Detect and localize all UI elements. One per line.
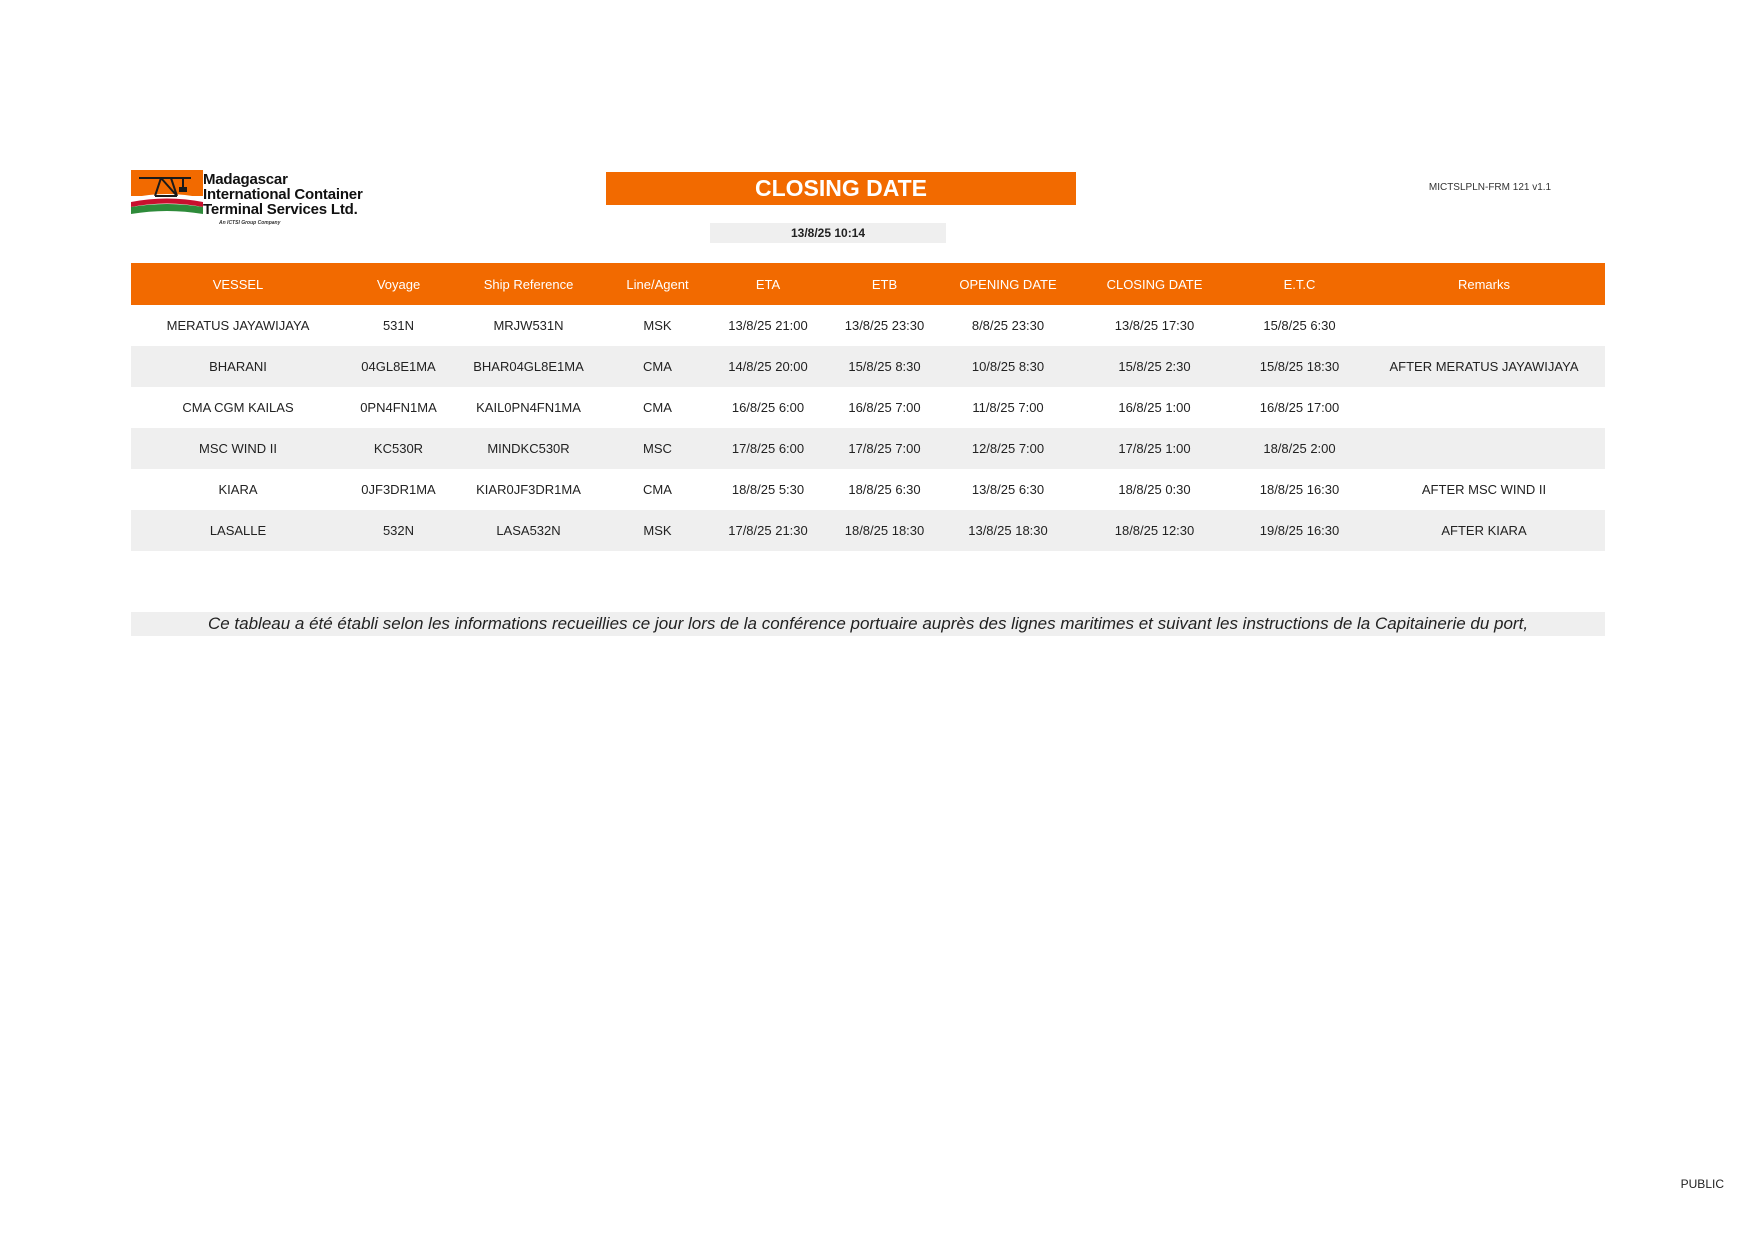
opening-date-cell: 12/8/25 7:00 — [943, 428, 1073, 469]
opening-date-cell: 11/8/25 7:00 — [972, 400, 1044, 415]
report-date: 13/8/25 10:14 — [710, 223, 946, 243]
voyage-cell: 0PN4FN1MA — [360, 400, 437, 415]
closing-date-table — [131, 263, 1605, 551]
column-header-voyage: Voyage — [345, 263, 452, 305]
document-reference: MICTSLPLN-FRM 121 v1.1 — [1428, 182, 1552, 193]
table-row — [131, 305, 1605, 346]
ship-reference-cell: MRJW531N — [493, 318, 564, 333]
remarks-cell: AFTER KIARA — [1363, 510, 1605, 551]
crane-logo-icon — [131, 170, 203, 218]
classification-label: PUBLIC — [1680, 1177, 1724, 1191]
vessel-cell: BHARANI — [131, 346, 345, 387]
etb-cell: 18/8/25 18:30 — [826, 510, 943, 551]
page-title: CLOSING DATE — [606, 172, 1076, 205]
column-header-eta: ETA — [710, 263, 826, 305]
footnote: Ce tableau a été établi selon les informations recueillies ce jour lors de la conférence portuaire auprès des lignes maritimes et suivant les instructions de la Capitainerie du port, — [131, 612, 1605, 636]
column-header-line-agent: Line/Agent — [605, 263, 710, 305]
ship-reference-cell: LASA532N — [452, 510, 605, 551]
etc-cell: 19/8/25 16:30 — [1236, 510, 1363, 551]
column-header-opening-date: OPENING DATE — [943, 263, 1073, 305]
column-header-vessel: VESSEL — [131, 263, 345, 305]
vessel-cell: CMA CGM KAILAS — [182, 400, 294, 415]
eta-cell: 16/8/25 6:00 — [731, 400, 805, 415]
remarks-cell — [1363, 387, 1605, 428]
closing-date-cell: 18/8/25 12:30 — [1073, 510, 1236, 551]
table-row — [131, 387, 1605, 428]
eta-cell: 17/8/25 6:00 — [710, 428, 826, 469]
etc-cell: 15/8/25 6:30 — [1263, 318, 1336, 333]
ship-reference-cell: KIAR0JF3DR1MA — [476, 482, 581, 497]
table-header-row — [131, 263, 1605, 305]
logo-line-3: Terminal Services Ltd. — [203, 201, 358, 218]
column-header-etb: ETB — [826, 263, 943, 305]
closing-date-cell: 16/8/25 1:00 — [1118, 400, 1191, 415]
eta-cell: 14/8/25 20:00 — [710, 346, 826, 387]
ship-reference-cell: MINDKC530R — [452, 428, 605, 469]
remarks-cell — [1363, 428, 1605, 469]
closing-date-cell: 18/8/25 0:30 — [1118, 482, 1191, 497]
logo-line-2: International Container — [203, 186, 363, 203]
opening-date-cell: 8/8/25 23:30 — [971, 318, 1045, 333]
table-row — [131, 510, 1605, 551]
table-row — [131, 346, 1605, 387]
etc-cell: 18/8/25 2:00 — [1236, 428, 1363, 469]
remarks-cell: AFTER MERATUS JAYAWIJAYA — [1363, 346, 1605, 387]
etc-cell: 15/8/25 18:30 — [1236, 346, 1363, 387]
ship-reference-cell: KAIL0PN4FN1MA — [476, 400, 581, 415]
vessel-cell: MSC WIND II — [131, 428, 345, 469]
voyage-cell: 04GL8E1MA — [345, 346, 452, 387]
line-agent-cell: CMA — [643, 482, 672, 497]
vessel-cell: LASALLE — [131, 510, 345, 551]
closing-date-cell: 17/8/25 1:00 — [1073, 428, 1236, 469]
etb-cell: 16/8/25 7:00 — [848, 400, 921, 415]
line-agent-cell: CMA — [605, 346, 710, 387]
line-agent-cell: MSC — [605, 428, 710, 469]
voyage-cell: 531N — [382, 318, 415, 333]
vessel-cell: MERATUS JAYAWIJAYA — [166, 318, 310, 333]
column-header-ship-reference: Ship Reference — [452, 263, 605, 305]
voyage-cell: KC530R — [345, 428, 452, 469]
etc-cell: 18/8/25 16:30 — [1259, 482, 1340, 497]
line-agent-cell: MSK — [605, 510, 710, 551]
eta-cell: 18/8/25 5:30 — [731, 482, 805, 497]
line-agent-cell: MSK — [643, 318, 672, 333]
ship-reference-cell: BHAR04GL8E1MA — [452, 346, 605, 387]
closing-date-cell: 13/8/25 17:30 — [1114, 318, 1195, 333]
voyage-cell: 0JF3DR1MA — [361, 482, 436, 497]
etb-cell: 13/8/25 23:30 — [844, 318, 925, 333]
line-agent-cell: CMA — [643, 400, 672, 415]
opening-date-cell: 13/8/25 18:30 — [943, 510, 1073, 551]
etb-cell: 15/8/25 8:30 — [826, 346, 943, 387]
vessel-cell: KIARA — [218, 482, 258, 497]
table-row — [131, 469, 1605, 510]
table-row — [131, 428, 1605, 469]
closing-date-cell: 15/8/25 2:30 — [1073, 346, 1236, 387]
voyage-cell: 532N — [345, 510, 452, 551]
opening-date-cell: 13/8/25 6:30 — [971, 482, 1045, 497]
column-header-etc: E.T.C — [1236, 263, 1363, 305]
remarks-cell: AFTER MSC WIND II — [1421, 482, 1547, 497]
etb-cell: 17/8/25 7:00 — [826, 428, 943, 469]
opening-date-cell: 10/8/25 8:30 — [943, 346, 1073, 387]
column-header-remarks: Remarks — [1363, 263, 1605, 305]
remarks-cell — [1363, 305, 1605, 346]
etc-cell: 16/8/25 17:00 — [1259, 400, 1340, 415]
logo-tagline: An ICTSI Group Company — [219, 220, 281, 226]
company-logo — [131, 170, 381, 230]
eta-cell: 13/8/25 21:00 — [728, 318, 808, 333]
eta-cell: 17/8/25 21:30 — [710, 510, 826, 551]
logo-line-1: Madagascar — [203, 171, 288, 188]
etb-cell: 18/8/25 6:30 — [848, 482, 921, 497]
column-header-closing-date: CLOSING DATE — [1073, 263, 1236, 305]
